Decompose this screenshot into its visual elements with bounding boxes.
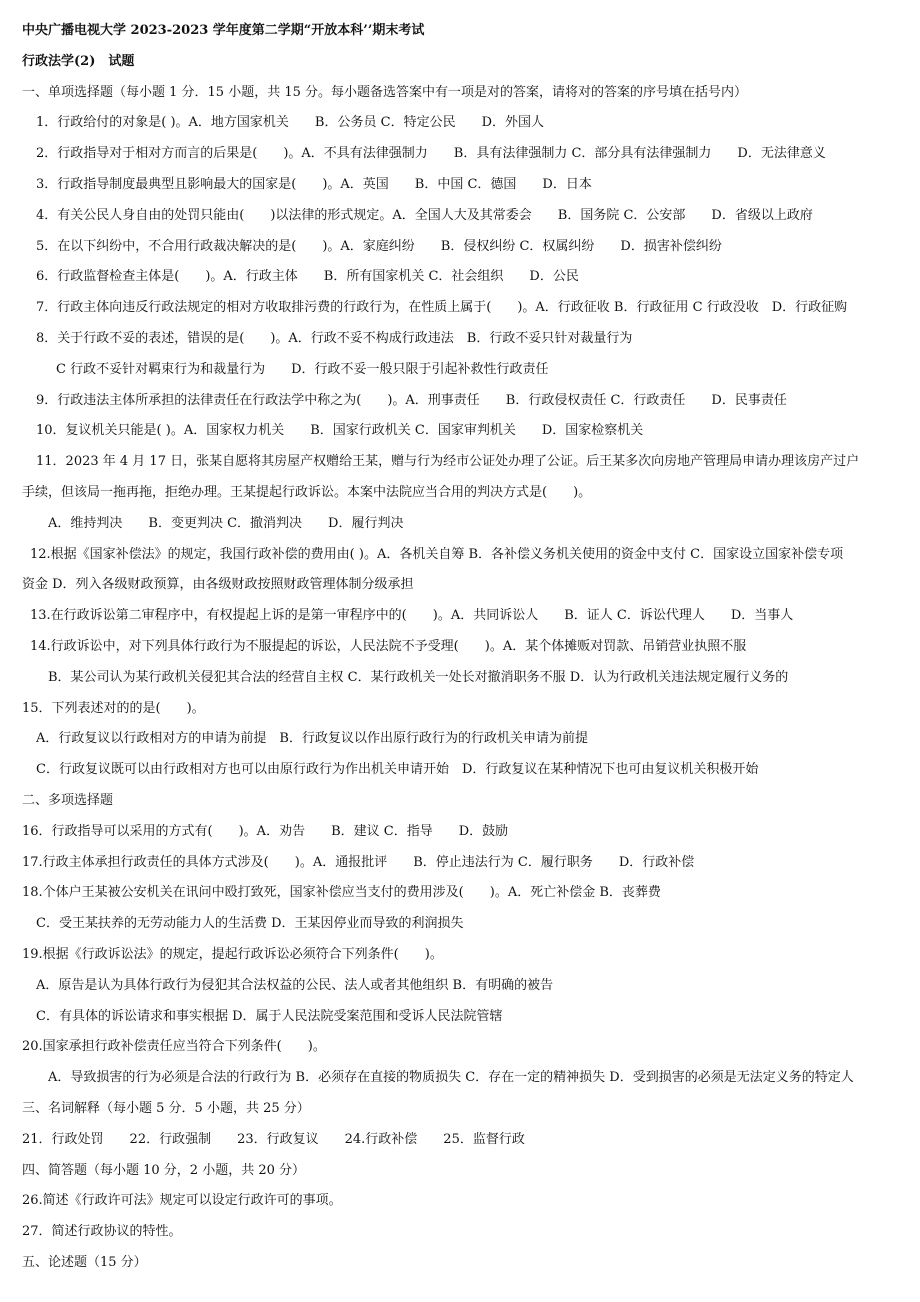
text-line: 一、单项选择题（每小题 1 分．15 小题，共 15 分。每小题备选答案中有一项是对的答案，请将对的答案的序号填在括号内） bbox=[22, 84, 748, 100]
text-line: 12.根据《国家补偿法》的规定，我国行政补偿的费用由( )。A．各机关自筹 B．各补偿义务机关使用的资金中支付 C．国家设立国家补偿专项 bbox=[30, 546, 844, 562]
text-line: 7．行政主体向违反行政法规定的相对方收取排污费的行政行为，在性质上属于( )。A．行政征收 B．行政征用 C 行政没收 D．行政征购 bbox=[36, 300, 848, 316]
text-line: 16．行政指导可以采用的方式有( )。A．劝告 B．建议 C．指导 D．鼓励 bbox=[22, 823, 509, 839]
text-line: 26.简述《行政许可法》规定可以设定行政许可的事项。 bbox=[22, 1193, 342, 1209]
text-line: 27．简述行政协议的特性。 bbox=[22, 1224, 182, 1240]
text-line: B．某公司认为某行政机关侵犯其合法的经营自主权 C．某行政机关一处长对撤消职务不服 D．认为行政机关违法规定履行义务的 bbox=[48, 669, 789, 685]
exam-title: 中央广播电视大学 2023-2023 学年度第二学期“开放本科’’期末考试 bbox=[22, 23, 425, 38]
text-line: 资金 D．列入各级财政预算，由各级财政按照财政管理体制分级承担 bbox=[22, 577, 414, 593]
text-line: A．维持判决 B．变更判决 C．撤消判决 D．履行判决 bbox=[48, 515, 404, 531]
text-line: C 行政不妥针对羁束行为和裁量行为 D．行政不妥一般只限于引起补救性行政责任 bbox=[56, 361, 549, 377]
text-line: C．受王某扶养的无劳动能力人的生活费 D．王某因停业而导致的利润损失 bbox=[36, 916, 464, 932]
text-line: 5．在以下纠纷中，不合用行政裁决解决的是( )。A．家庭纠纷 B．侵权纠纷 C．权属纠纷 D．损害补偿纠纷 bbox=[36, 238, 722, 254]
text-line: 三、名词解释（每小题 5 分．5 小题，共 25 分） bbox=[22, 1101, 310, 1116]
text-line: A．导致损害的行为必须是合法的行政行为 B．必须存在直接的物质损失 C．存在一定的精神损失 D．受到损害的必须是无法定义务的特定人 bbox=[48, 1070, 854, 1086]
text-line: 手续，但该局一拖再拖，拒绝办理。王某提起行政诉讼。本案中法院应当合用的判决方式是( )。 bbox=[22, 485, 592, 500]
text-line: 10．复议机关只能是( )。A．国家权力机关 B．国家行政机关 C．国家审判机关 D．国家检察机关 bbox=[36, 423, 644, 439]
text-line: C．有具体的诉讼请求和事实根据 D．属于人民法院受案范围和受诉人民法院管辖 bbox=[36, 1008, 503, 1024]
text-line: 6．行政监督检查主体是( )。A．行政主体 B．所有国家机关 C．社会组织 D．公民 bbox=[36, 269, 579, 285]
text-line: 13.在行政诉讼第二审程序中，有权提起上诉的是第一审程序中的( )。A．共同诉讼人 B．证人 C．诉讼代理人 D．当事人 bbox=[30, 608, 794, 624]
exam-subtitle: 行政法学(2) 试题 bbox=[22, 53, 135, 69]
text-line: 9．行政违法主体所承担的法律责任在行政法学中称之为( )。A．刑事责任 B．行政侵权责任 C．行政责任 D．民事责任 bbox=[36, 392, 787, 408]
text-line: 五、论述题（15 分） bbox=[22, 1255, 147, 1270]
text-line: 四、简答题（每小题 10 分，2 小题，共 20 分） bbox=[22, 1162, 306, 1178]
text-line: 1．行政给付的对象是( )。A．地方国家机关 B．公务员 C．特定公民 D．外国人 bbox=[36, 115, 544, 131]
text-line: 2．行政指导对于相对方而言的后果是( )。A．不具有法律强制力 B．具有法律强制力 C．部分具有法律强制力 D．无法律意义 bbox=[36, 146, 826, 162]
text-line: 18.个体户王某被公安机关在讯问中殴打致死，国家补偿应当支付的费用涉及( )。A．死亡补偿金 B．丧葬费 bbox=[22, 885, 661, 901]
text-line: 15．下列表述对的的是( )。 bbox=[22, 700, 205, 716]
text-line: 3．行政指导制度最典型且影响最大的国家是( )。A．英国 B．中国 C．德国 D．日本 bbox=[36, 177, 592, 192]
text-line: 11．2023 年 4 月 17 日，张某自愿将其房屋产权赠给王某，赠与行为经市公证处办理了公证。后王某多次向房地产管理局申请办理该房产过户 bbox=[36, 454, 860, 470]
text-line: 14.行政诉讼中，对下列具体行政行为不服提起的诉讼，人民法院不予受理( )。A．某个体摊贩对罚款、吊销营业执照不服 bbox=[30, 639, 747, 654]
text-line: 20.国家承担行政补偿责任应当符合下列条件( )。 bbox=[22, 1039, 326, 1055]
text-line: 21．行政处罚 22．行政强制 23．行政复议 24.行政补偿 25．监督行政 bbox=[22, 1131, 525, 1147]
text-line: C．行政复议既可以由行政相对方也可以由原行政行为作出机关申请开始 D．行政复议在某种情况下也可由复议机关积极开始 bbox=[36, 762, 759, 778]
text-line: 8．关于行政不妥的表述，错误的是( )。A．行政不妥不构成行政违法 B．行政不妥只针对裁量行为 bbox=[36, 331, 633, 346]
text-line: A．原告是认为具体行政行为侵犯其合法权益的公民、法人或者其他组织 B．有明确的被告 bbox=[36, 977, 554, 993]
text-line: 19.根据《行政诉讼法》的规定，提起行政诉讼必须符合下列条件( )。 bbox=[22, 947, 443, 962]
text-line: A．行政复议以行政相对方的申请为前提 B．行政复议以作出原行政行为的行政机关申请为前提 bbox=[36, 731, 588, 747]
text-line: 二、多项选择题 bbox=[22, 793, 114, 808]
text-line: 4．有关公民人身自由的处罚只能由( )以法律的形式规定。A．全国人大及其常委会 B．国务院 C．公安部 D．省级以上政府 bbox=[36, 207, 813, 223]
text-line: 17.行政主体承担行政责任的具体方式涉及( )。A．通报批评 B．停止违法行为 C．履行职务 D．行政补偿 bbox=[22, 854, 695, 870]
